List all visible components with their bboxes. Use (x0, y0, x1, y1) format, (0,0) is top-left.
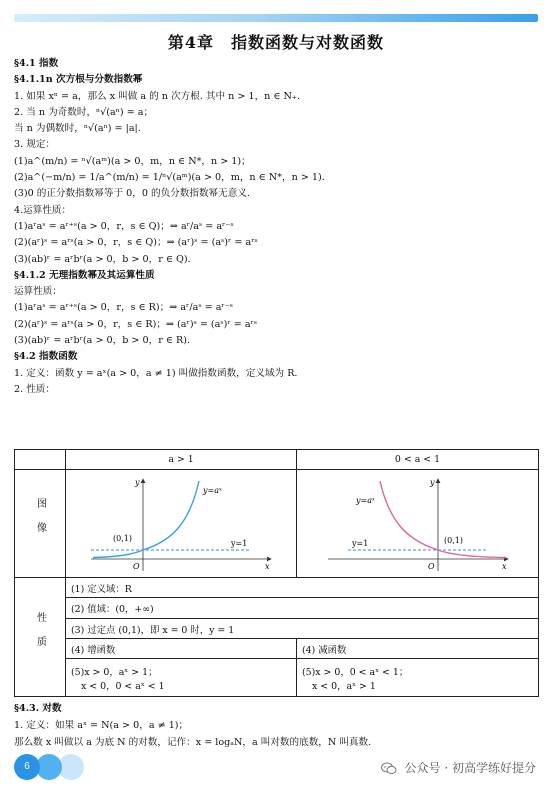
x-axis-label: x (265, 561, 270, 571)
subsection-heading: §4.1.2 无理指数幂及其运算性质 (14, 269, 155, 281)
curve-label: y=aˣ (203, 485, 222, 495)
formula-line: (2)(aʳ)ˢ = aʳˢ(a > 0，r，s ∈ R)；⇒ (aʳ)ˢ = (aˢ)ʳ = aʳˢ (14, 318, 258, 330)
sign-line: (5)x > 0，0 < aˣ < 1； (302, 666, 409, 678)
watermark-text: 公众号 · 初高学练好提分 (404, 761, 536, 775)
formula-line: (1)aʳaˢ = aʳ⁺ˢ(a > 0，r，s ∈ Q)；⇒ aʳ/aˢ = aʳ⁻ˢ (14, 220, 234, 232)
increasing-exp-graph (81, 473, 281, 575)
top-accent-bar (14, 14, 538, 22)
property-decreasing: (4) 减函数 (297, 639, 539, 659)
text-line: 1. 定义：如果 aˣ = N(a > 0，a ≠ 1)； (14, 720, 189, 731)
formula-line: (1)a^(m/n) = ⁿ√(aᵐ)(a > 0，m，n ∈ N*，n > 1)； (14, 155, 251, 167)
header-a-gt-1: a > 1 (66, 450, 297, 470)
point-label: (0,1) (443, 535, 463, 545)
origin-label: O (427, 561, 435, 571)
origin-label: O (133, 561, 140, 571)
property-sign-decreasing (297, 659, 539, 697)
text-line: 当 n 为偶数时，ⁿ√(aⁿ) = |a|. (14, 123, 141, 135)
asymptote-label: y=1 (351, 538, 368, 548)
exp-function-properties-table (14, 449, 539, 697)
x-axis-label: x (501, 561, 507, 571)
wechat-icon (381, 762, 397, 775)
exp-curve-increasing (93, 481, 199, 558)
content-section (14, 56, 540, 398)
log-section (14, 700, 540, 751)
sign-line: (5)x > 0，aˣ > 1； (71, 666, 158, 678)
property-fixed-point: (3) 过定点 (0,1)，即 x = 0 时，y = 1 (66, 619, 539, 639)
formula-line: (2)a^(−m/n) = 1/a^(m/n) = 1/ⁿ√(aᵐ)(a > 0，m，n ∈ N*，n > 1). (14, 172, 325, 184)
section-heading: §4.1 指数 (14, 58, 59, 69)
formula-line: (1)aʳaˢ = aʳ⁺ˢ(a > 0，r，s ∈ R)；⇒ aʳ/aˢ = aʳ⁻ˢ (14, 302, 234, 314)
text-line: 2. 当 n 为奇数时，ⁿ√(aⁿ) = a； (14, 106, 154, 118)
property-sign-increasing (66, 659, 297, 697)
page-footer (14, 754, 540, 782)
text-line: 运算性质： (14, 286, 62, 298)
property-range: (2) 值域：(0，+∞) (66, 598, 539, 619)
property-domain: (1) 定义域：R (66, 578, 539, 598)
row-label-properties: 性质 (34, 611, 46, 660)
row-label-graph: 图像 (34, 498, 46, 546)
graph-cell-decreasing (297, 470, 539, 578)
point-label: (0,1) (113, 533, 132, 543)
formula-line: (2)(aʳ)ˢ = aʳˢ(a > 0，r，s ∈ Q)；⇒ (aʳ)ˢ = (aˢ)ʳ = aʳˢ (14, 237, 258, 249)
chapter-title: 第4章 指数函数与对数函数 (167, 33, 385, 52)
text-line: 1. 如果 xⁿ = a，那么 x 叫做 a 的 n 次方根. 其中 n > 1，n ∈ N₊. (14, 90, 301, 102)
formula-line: (3)(ab)ʳ = aʳbʳ(a > 0，b > 0，r ∈ Q). (14, 253, 191, 265)
section-heading: §4.3. 对数 (14, 703, 62, 714)
text-line: 2. 性质： (14, 383, 55, 395)
sign-line: x < 0，0 < aˣ < 1 (81, 680, 165, 692)
section-heading: §4.2 指数函数 (14, 351, 78, 363)
y-axis-label: y (135, 477, 140, 487)
table-corner-cell (15, 450, 66, 470)
graph-cell-increasing (66, 470, 297, 578)
page-number: 6 (14, 754, 40, 780)
subsection-heading: §4.1.1n 次方根与分数指数幂 (14, 74, 143, 86)
decreasing-exp-graph (318, 473, 518, 575)
property-increasing: (4) 增函数 (66, 639, 297, 659)
header-a-lt-1: 0 < a < 1 (297, 450, 539, 470)
y-axis-label: y (429, 477, 435, 487)
text-line: (3)0 的正分数指数幂等于 0，0 的负分数指数幂无意义. (14, 188, 250, 200)
sign-line: x < 0，aˣ > 1 (312, 680, 376, 692)
watermark (381, 759, 536, 776)
text-line: 1. 定义：函数 y = aˣ(a > 0，a ≠ 1) 叫做指数函数，定义域为 R. (14, 367, 298, 379)
text-line: 那么数 x 叫做以 a 为底 N 的对数，记作：x = logₐN，a 叫对数的底数，N 叫真数. (14, 737, 372, 748)
text-line: 4.运算性质： (14, 204, 72, 216)
asymptote-label: y=1 (231, 538, 248, 548)
curve-label: y=aˣ (355, 495, 375, 505)
text-line: 3. 规定： (14, 139, 55, 151)
exp-curve-decreasing (380, 481, 506, 558)
formula-line: (3)(ab)ʳ = aʳbʳ(a > 0，b > 0，r ∈ R). (14, 335, 191, 347)
